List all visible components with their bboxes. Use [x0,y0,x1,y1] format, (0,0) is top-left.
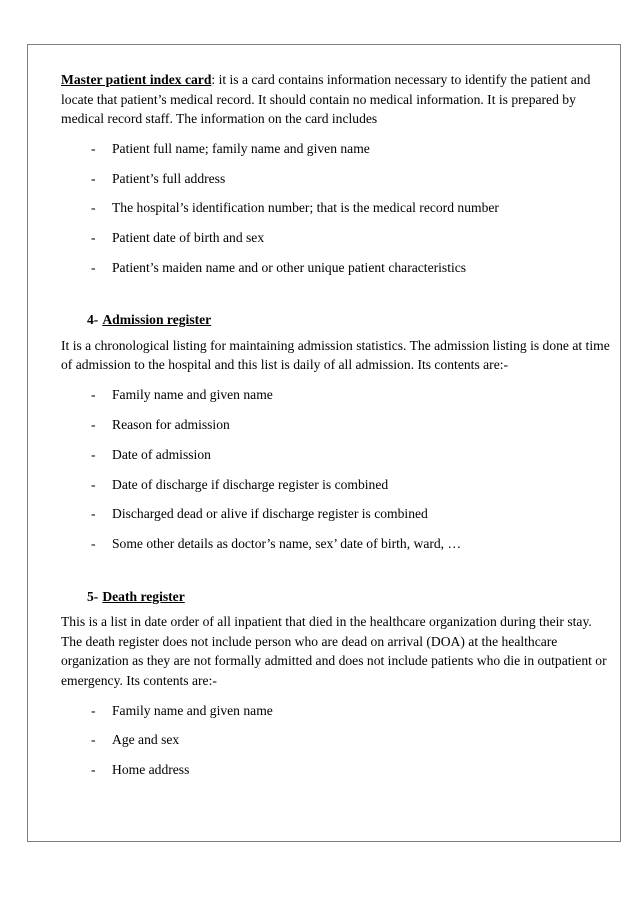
death-heading-number: 5- [87,588,99,604]
admission-heading-number: 4- [87,312,99,328]
list-item: - Patient’s maiden name and or other unique patient characteristics [61,258,616,278]
list-item: - Patient’s full address [61,169,616,189]
list-item: - Reason for admission [61,415,616,435]
death-heading [61,587,616,607]
admission-list [61,385,616,553]
list-item: - Discharged dead or alive if discharge register is combined [61,504,616,524]
death-list [61,701,616,780]
admission-paragraph: It is a chronological listing for maintaining admission statistics. The admission listing is done at time of admission to the hospital and this list is daily of all admission. Its contents are:- [61,337,610,373]
master-index-intro: : it is a card contains information necessary to identify the patient and locate that patient’s medical record. It should contain no medical information. It is prepared by medical record staff. The information on the card includes [61,72,591,126]
master-index-list [61,139,616,278]
list-item: - Date of admission [61,445,616,465]
death-heading-title: Death register [102,588,185,604]
master-index-paragraph [61,70,616,129]
list-item: - Home address [61,760,616,780]
list-item: - Family name and given name [61,385,616,405]
document-body [61,70,616,780]
list-item: - Date of discharge if discharge register is combined [61,475,616,495]
admission-heading-title: Admission register [102,312,212,328]
list-item: - Some other details as doctor’s name, sex’ date of birth, ward, … [61,534,616,554]
death-paragraph: This is a list in date order of all inpatient that died in the healthcare organization during their stay. The death register does not include person who are dead on arrival (DOA) at the healthcare organization as they are not formally admitted and does not include patients who die in outpatient or emergency. Its contents are:- [61,614,607,688]
list-item: - Family name and given name [61,701,616,721]
list-item: - Patient date of birth and sex [61,228,616,248]
list-item: - Age and sex [61,730,616,750]
list-item: - The hospital’s identification number; that is the medical record number [61,198,616,218]
master-index-lead: Master patient index card [61,72,212,87]
admission-heading [61,310,616,330]
list-item: - Patient full name; family name and given name [61,139,616,159]
